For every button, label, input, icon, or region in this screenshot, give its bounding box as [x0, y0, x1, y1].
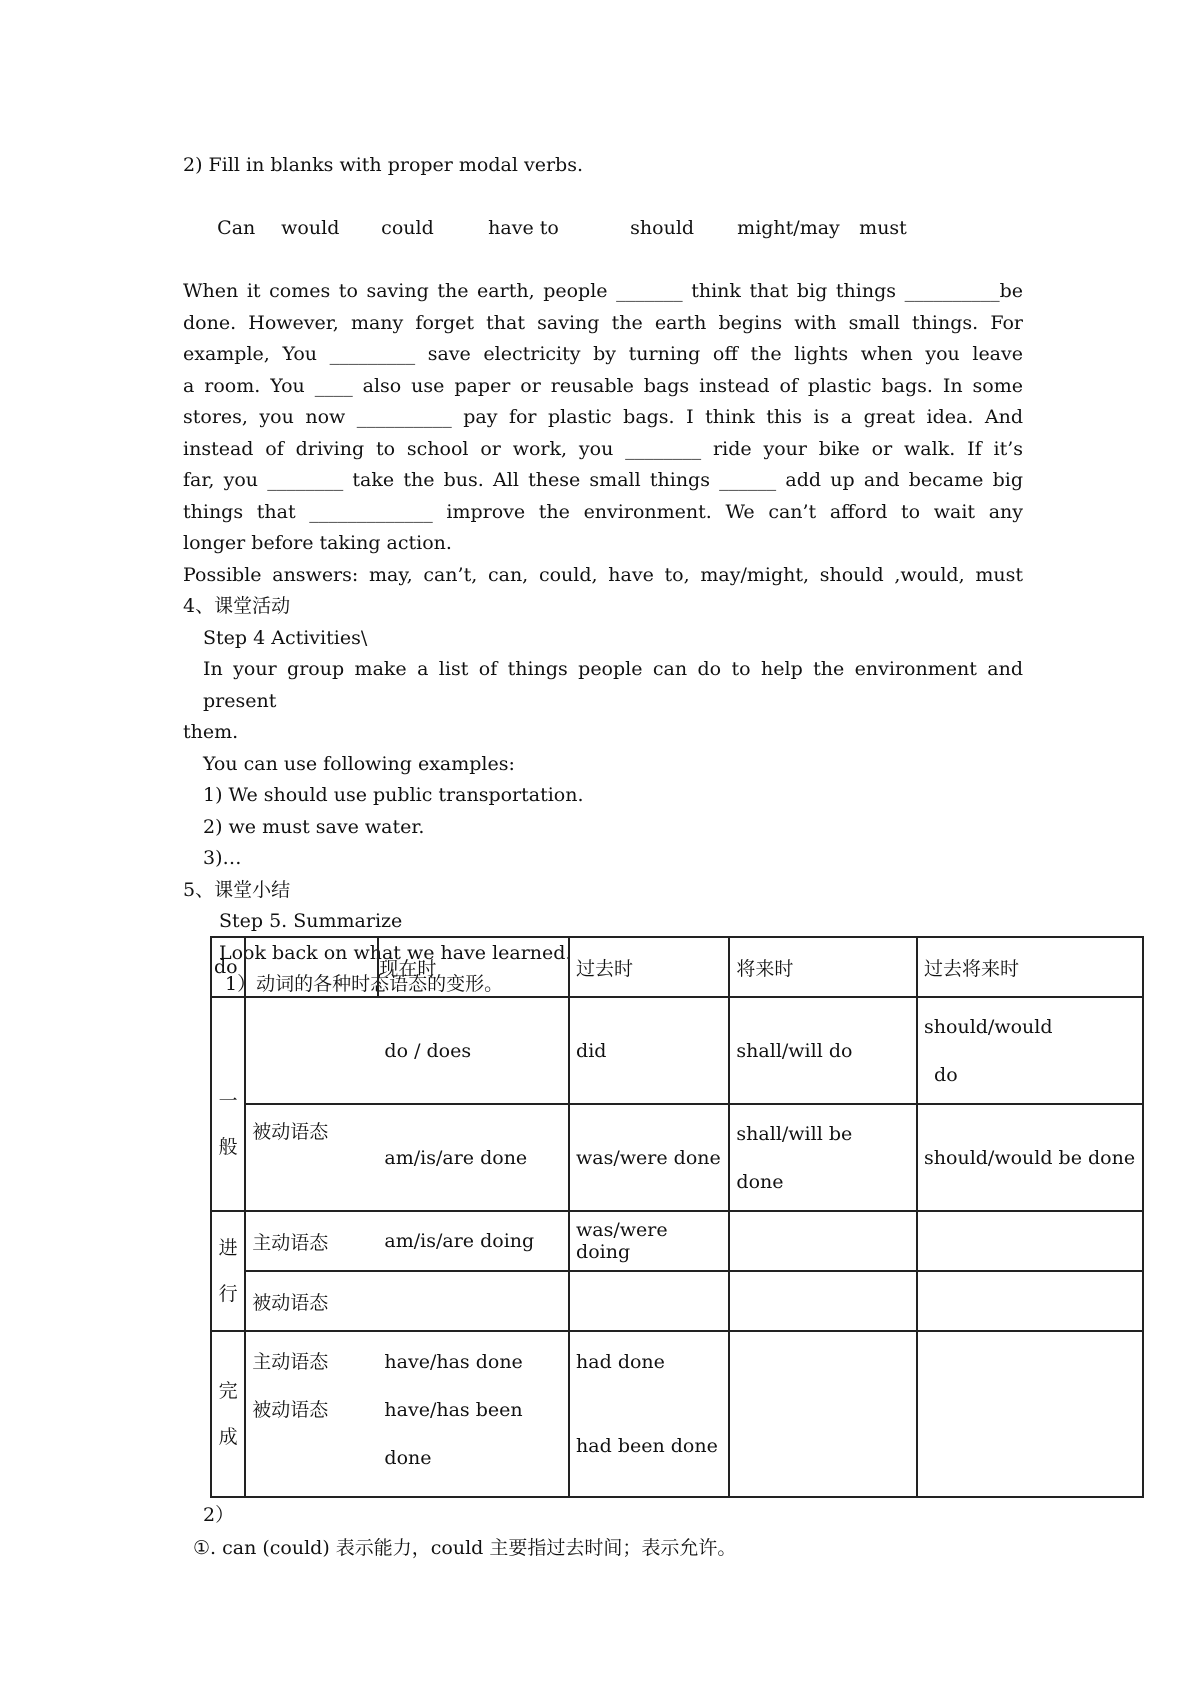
cell: am/is/are doing [378, 1211, 569, 1271]
word-bank-item: should [630, 217, 695, 239]
cell: should/would do [917, 997, 1143, 1104]
cell [917, 1271, 1143, 1331]
cell: have/has done have/has been done [378, 1331, 569, 1497]
tense-voice-table [210, 936, 1144, 1498]
header-spacer [245, 937, 378, 997]
step-5-heading: Step 5. Summarize [219, 910, 403, 932]
cell [917, 1211, 1143, 1271]
cell [569, 1271, 729, 1331]
worksheet-body [183, 150, 1023, 1001]
cell [917, 1331, 1143, 1497]
word-bank-item: Can [217, 217, 256, 239]
voice-label: 被动语态 [245, 1104, 378, 1211]
exercise-heading: 2) Fill in blanks with proper modal verbs. [183, 154, 583, 176]
voice-label: 被动语态 [245, 1271, 378, 1331]
example-item: 3)… [203, 847, 242, 869]
word-bank-item: would [281, 217, 340, 239]
header-past: 过去时 [569, 937, 729, 997]
paragraph-line: a room. You ____ also use paper or reusable bags instead of plastic bags. In some [183, 374, 1023, 397]
voice-label: 主动语态 [245, 1211, 378, 1271]
table-row-simple-passive [211, 1104, 1143, 1211]
cell: was/were done [569, 1104, 729, 1211]
cell [729, 1331, 917, 1497]
section-4-title: 4、课堂活动 [183, 595, 291, 617]
paragraph-line: things that _____________ improve the environment. We can’t afford to wait any [183, 500, 1023, 523]
examples-intro: You can use following examples: [203, 752, 515, 775]
subheading-verb-forms: 1）动词的各种时态语态的变形。 [225, 973, 504, 995]
word-bank-item: have to [488, 217, 559, 239]
header-past-future: 过去将来时 [917, 937, 1143, 997]
header-future: 将来时 [729, 937, 917, 997]
paragraph-line: longer before taking action. [183, 532, 452, 554]
cell: was/were doing [569, 1211, 729, 1271]
cell: should/would be done [917, 1104, 1143, 1211]
group-perfect: 完 成 [211, 1331, 245, 1497]
table-header-row [211, 937, 1143, 997]
section-5-title: 5、课堂小结 [183, 878, 291, 901]
header-present: 现在时 [378, 937, 569, 997]
voice-empty [245, 997, 378, 1104]
voice-labels: 主动语态 被动语态 [245, 1331, 378, 1497]
cell [729, 1211, 917, 1271]
look-back-text: Look back on what we have learned. [219, 941, 572, 964]
group-progressive: 进 行 [211, 1211, 245, 1331]
word-bank-item: must [859, 217, 907, 239]
cell [729, 1271, 917, 1331]
paragraph-line: instead of driving to school or work, you ________ ride your bike or walk. If it’s [183, 437, 1023, 460]
example-item: 1) We should use public transportation. [203, 784, 584, 806]
cell: shall/will be done [729, 1104, 917, 1211]
cell: am/is/are done [378, 1104, 569, 1211]
paragraph-line: When it comes to saving the earth, people _______ think that big things __________be [183, 280, 1023, 302]
cell: had done had been done [569, 1331, 729, 1497]
cell: shall/will do [729, 997, 917, 1104]
paragraph-line: stores, you now __________ pay for plastic bags. I think this is a great idea. And [183, 406, 1023, 428]
activity-instruction-continued: them. [183, 721, 239, 743]
table-row-simple-active [211, 997, 1143, 1104]
word-bank [183, 182, 1023, 277]
table-row-progressive-passive [211, 1271, 1143, 1331]
cell [378, 1271, 569, 1331]
paragraph-line: done. However, many forget that saving the earth begins with small things. For [183, 311, 1023, 334]
example-item: 2) we must save water. [203, 815, 425, 838]
word-bank-item: could [381, 217, 434, 239]
possible-answers: Possible answers: may, can’t, can, could, have to, may/might, should ,would, must [183, 563, 1023, 586]
cell: did [569, 997, 729, 1104]
paragraph-line: far, you ________ take the bus. All these small things ______ add up and became big [183, 469, 1023, 491]
group-simple: 一 般 [211, 997, 245, 1211]
paragraph-line: example, You _________ save electricity by turning off the lights when you leave [183, 343, 1023, 365]
header-do: do [211, 937, 245, 997]
table-row-progressive-active [211, 1211, 1143, 1271]
step-4-heading: Step 4 Activities\ [203, 626, 368, 649]
word-bank-item: might/may [737, 217, 840, 239]
activity-instruction: In your group make a list of things people can do to help the environment and present [203, 658, 1023, 712]
note-can-could: ①. can (could) 表示能力，could 主要指过去时间；表示允许。 [193, 1537, 737, 1559]
cell: do / does [378, 997, 569, 1104]
item-2-label: 2） [203, 1504, 235, 1526]
table-row-perfect [211, 1331, 1143, 1497]
